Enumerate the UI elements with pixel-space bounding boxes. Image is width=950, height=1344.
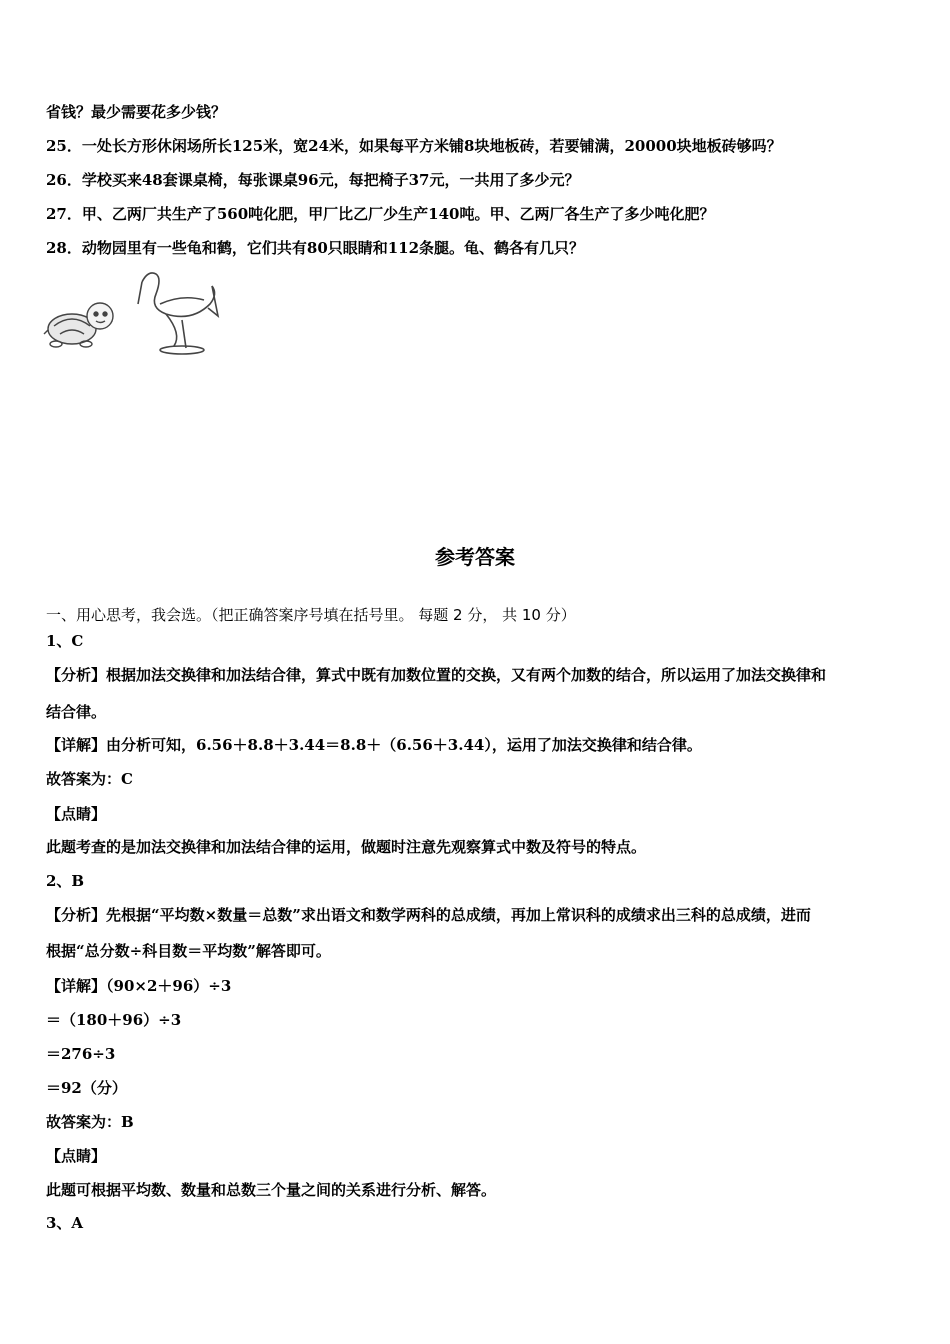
answer-2-analysis: 【分析】先根据“平均数×数量＝总数”求出语文和数学两科的总成绩，再加上常识科的成绩求出三科的总成绩，进而 bbox=[46, 906, 811, 924]
answer-1-tip: 此题考查的是加法交换律和加法结合律的运用，做题时注意先观察算式中数及符号的特点。 bbox=[46, 838, 647, 856]
answers-title: 参考答案 bbox=[435, 545, 515, 569]
answer-1-tip-label: 【点睛】 bbox=[46, 805, 107, 823]
answer-1-analysis-cont: 结合律。 bbox=[46, 703, 107, 721]
answer-2-result: 故答案为：B bbox=[46, 1113, 134, 1131]
turtle-image bbox=[44, 303, 113, 347]
answer-2-step-1: ＝（180＋96）÷3 bbox=[46, 1011, 182, 1029]
answer-2-step-3: ＝92（分） bbox=[46, 1079, 127, 1097]
question-28: 28．动物园里有一些龟和鹤，它们共有80只眼睛和112条腿。龟、鹤各有几只？ bbox=[46, 239, 585, 257]
answer-2-label: 2、B bbox=[46, 872, 85, 890]
answer-1-label: 1、C bbox=[46, 632, 84, 650]
answer-2-tip: 此题可根据平均数、数量和总数三个量之间的关系进行分析、解答。 bbox=[46, 1181, 497, 1199]
answer-2-detail: 【详解】（90×2＋96）÷3 bbox=[46, 977, 232, 995]
answer-2-analysis-cont: 根据“总分数÷科目数＝平均数”解答即可。 bbox=[46, 942, 331, 960]
crane-image bbox=[138, 273, 218, 354]
answer-2-step-2: ＝276÷3 bbox=[46, 1045, 116, 1063]
answer-1-analysis: 【分析】根据加法交换律和加法结合律，算式中既有加数位置的交换，又有两个加数的结合，所以运用了加法交换律和 bbox=[46, 666, 827, 684]
answer-2-tip-label: 【点睛】 bbox=[46, 1147, 107, 1165]
question-26: 26．学校买来48套课桌椅，每张课桌96元，每把椅子37元，一共用了多少元？ bbox=[46, 171, 580, 189]
q24-tail: 省钱？最少需要花多少钱？ bbox=[46, 103, 227, 121]
turtle-crane-illustration bbox=[42, 264, 232, 356]
answer-1-detail: 【详解】由分析可知，6.56＋8.8＋3.44＝8.8＋（6.56＋3.44），运用了加法交换律和结合律。 bbox=[46, 736, 702, 754]
answer-1-result: 故答案为：C bbox=[46, 770, 133, 788]
question-27: 27．甲、乙两厂共生产了560吨化肥，甲厂比乙厂少生产140吨。甲、乙两厂各生产了多少吨化肥？ bbox=[46, 205, 715, 223]
section-1-heading: 一、用心思考，我会选。（把正确答案序号填在括号里。 每题 2 分， 共 10 分） bbox=[46, 606, 576, 624]
question-25: 25．一处长方形休闲场所长125米，宽24米，如果每平方米铺8块地板砖，若要铺满，20000块地板砖够吗？ bbox=[46, 137, 782, 155]
answer-3-label: 3、A bbox=[46, 1214, 84, 1232]
